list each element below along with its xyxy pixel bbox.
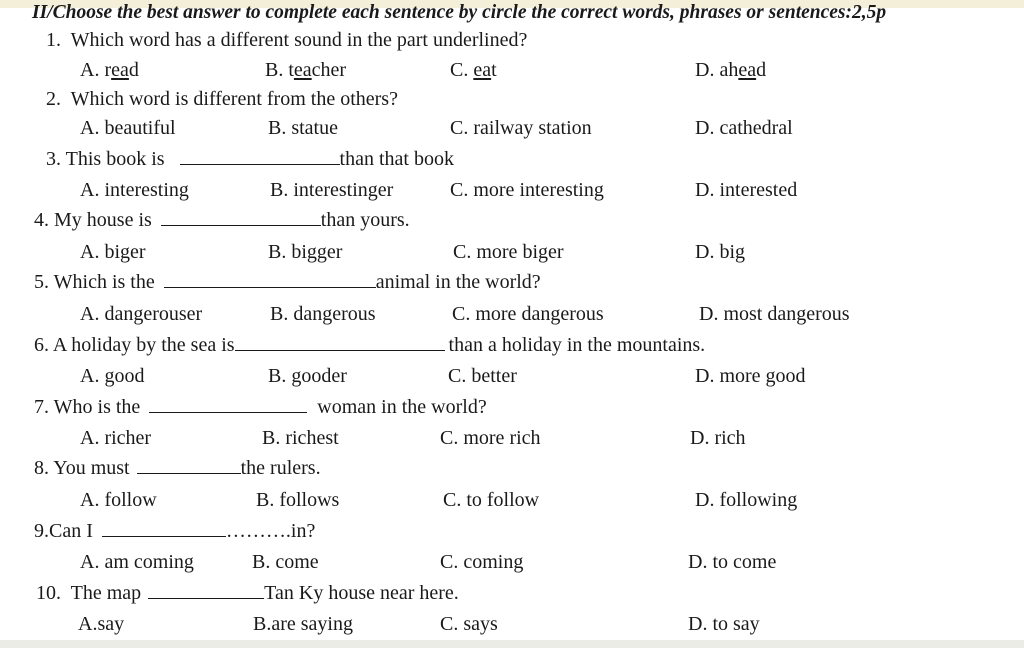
question-prompt: Which word is different from the others?	[70, 88, 398, 110]
question-before: This book is	[65, 148, 165, 170]
question-after: animal in the world?	[375, 271, 541, 293]
option-8b[interactable]: B. follows	[256, 489, 340, 511]
answer-blank[interactable]	[164, 270, 376, 288]
question-after: the rulers.	[240, 457, 321, 479]
option-4c[interactable]: C. more biger	[453, 241, 564, 263]
option-6d[interactable]: D. more good	[695, 365, 806, 387]
option-10c[interactable]: C. says	[440, 613, 498, 635]
question-before: My house is	[54, 209, 152, 231]
question-9	[34, 519, 315, 543]
question-before: Which is the	[53, 271, 155, 293]
option-8a[interactable]: A. follow	[80, 489, 157, 511]
option-7b[interactable]: B. richest	[262, 427, 339, 449]
question-5	[34, 270, 541, 294]
option-3c[interactable]: C. more interesting	[450, 179, 604, 201]
option-10b[interactable]: B.are saying	[253, 613, 353, 635]
question-number: 3.	[46, 148, 61, 170]
option-1a[interactable]: A. read	[80, 59, 139, 81]
question-number: 2.	[46, 88, 61, 110]
answer-blank[interactable]	[102, 519, 226, 537]
question-7	[34, 395, 487, 419]
option-5d[interactable]: D. most dangerous	[699, 303, 850, 325]
question-after: ……….in?	[225, 520, 316, 542]
option-9c[interactable]: C. coming	[440, 551, 524, 573]
question-number: 4.	[34, 209, 49, 231]
question-10	[36, 581, 459, 605]
option-7c[interactable]: C. more rich	[440, 427, 541, 449]
question-number: 9.	[34, 520, 49, 542]
question-1	[46, 28, 527, 52]
option-1b[interactable]: B. teacher	[265, 59, 347, 81]
question-after: than yours.	[320, 209, 410, 231]
question-number: 6.	[34, 334, 49, 356]
option-2b[interactable]: B. statue	[268, 117, 338, 139]
option-1d[interactable]: D. ahead	[695, 59, 767, 81]
question-number: 1.	[46, 29, 61, 51]
question-number: 5.	[34, 271, 49, 293]
option-10d[interactable]: D. to say	[688, 613, 760, 635]
question-after: than that book	[339, 148, 454, 170]
question-number: 7.	[34, 396, 49, 418]
question-number: 8.	[34, 457, 49, 479]
bottom-band	[0, 640, 1024, 648]
option-7a[interactable]: A. richer	[80, 427, 152, 449]
answer-blank[interactable]	[149, 395, 307, 413]
answer-blank[interactable]	[148, 581, 264, 599]
option-6a[interactable]: A. good	[80, 365, 145, 387]
question-4	[34, 208, 410, 232]
option-9b[interactable]: B. come	[252, 551, 319, 573]
page-title: II/Choose the best answer to complete each sentence by circle the correct words, phrases or sentences:2,5p	[32, 2, 887, 23]
question-6	[34, 333, 705, 357]
question-before: Can I	[49, 520, 93, 542]
option-4d[interactable]: D. big	[695, 241, 746, 263]
question-number: 10.	[36, 582, 61, 604]
answer-blank[interactable]	[161, 208, 321, 226]
option-8d[interactable]: D. following	[695, 489, 798, 511]
question-after: than a holiday in the mountains.	[448, 334, 706, 356]
option-2c[interactable]: C. railway station	[450, 117, 592, 139]
question-3	[46, 147, 454, 171]
question-prompt: Which word has a different sound in the part underlined?	[70, 29, 528, 51]
option-8c[interactable]: C. to follow	[443, 489, 540, 511]
option-7d[interactable]: D. rich	[690, 427, 746, 449]
question-after: woman in the world?	[317, 396, 487, 418]
option-1c[interactable]: C. eat	[450, 59, 497, 81]
option-4a[interactable]: A. biger	[80, 241, 146, 263]
option-10a[interactable]: A.say	[78, 613, 125, 635]
option-6c[interactable]: C. better	[448, 365, 517, 387]
answer-blank[interactable]	[137, 456, 241, 474]
question-before: Who is the	[53, 396, 141, 418]
answer-blank[interactable]	[235, 333, 445, 351]
option-5a[interactable]: A. dangerouser	[80, 303, 203, 325]
option-3b[interactable]: B. interestinger	[270, 179, 394, 201]
option-3d[interactable]: D. interested	[695, 179, 798, 201]
question-after: Tan Ky house near here.	[264, 582, 459, 604]
question-before: The map	[70, 582, 142, 604]
option-5b[interactable]: B. dangerous	[270, 303, 376, 325]
option-2d[interactable]: D. cathedral	[695, 117, 793, 139]
answer-blank[interactable]	[180, 147, 340, 165]
option-4b[interactable]: B. bigger	[268, 241, 343, 263]
option-6b[interactable]: B. gooder	[268, 365, 347, 387]
option-9a[interactable]: A. am coming	[80, 551, 194, 573]
option-2a[interactable]: A. beautiful	[80, 117, 176, 139]
option-9d[interactable]: D. to come	[688, 551, 777, 573]
option-3a[interactable]: A. interesting	[80, 179, 189, 201]
question-8	[34, 456, 321, 480]
question-before: A holiday by the sea is	[52, 334, 235, 356]
option-5c[interactable]: C. more dangerous	[452, 303, 604, 325]
question-before: You must	[53, 457, 130, 479]
question-2	[46, 87, 398, 111]
